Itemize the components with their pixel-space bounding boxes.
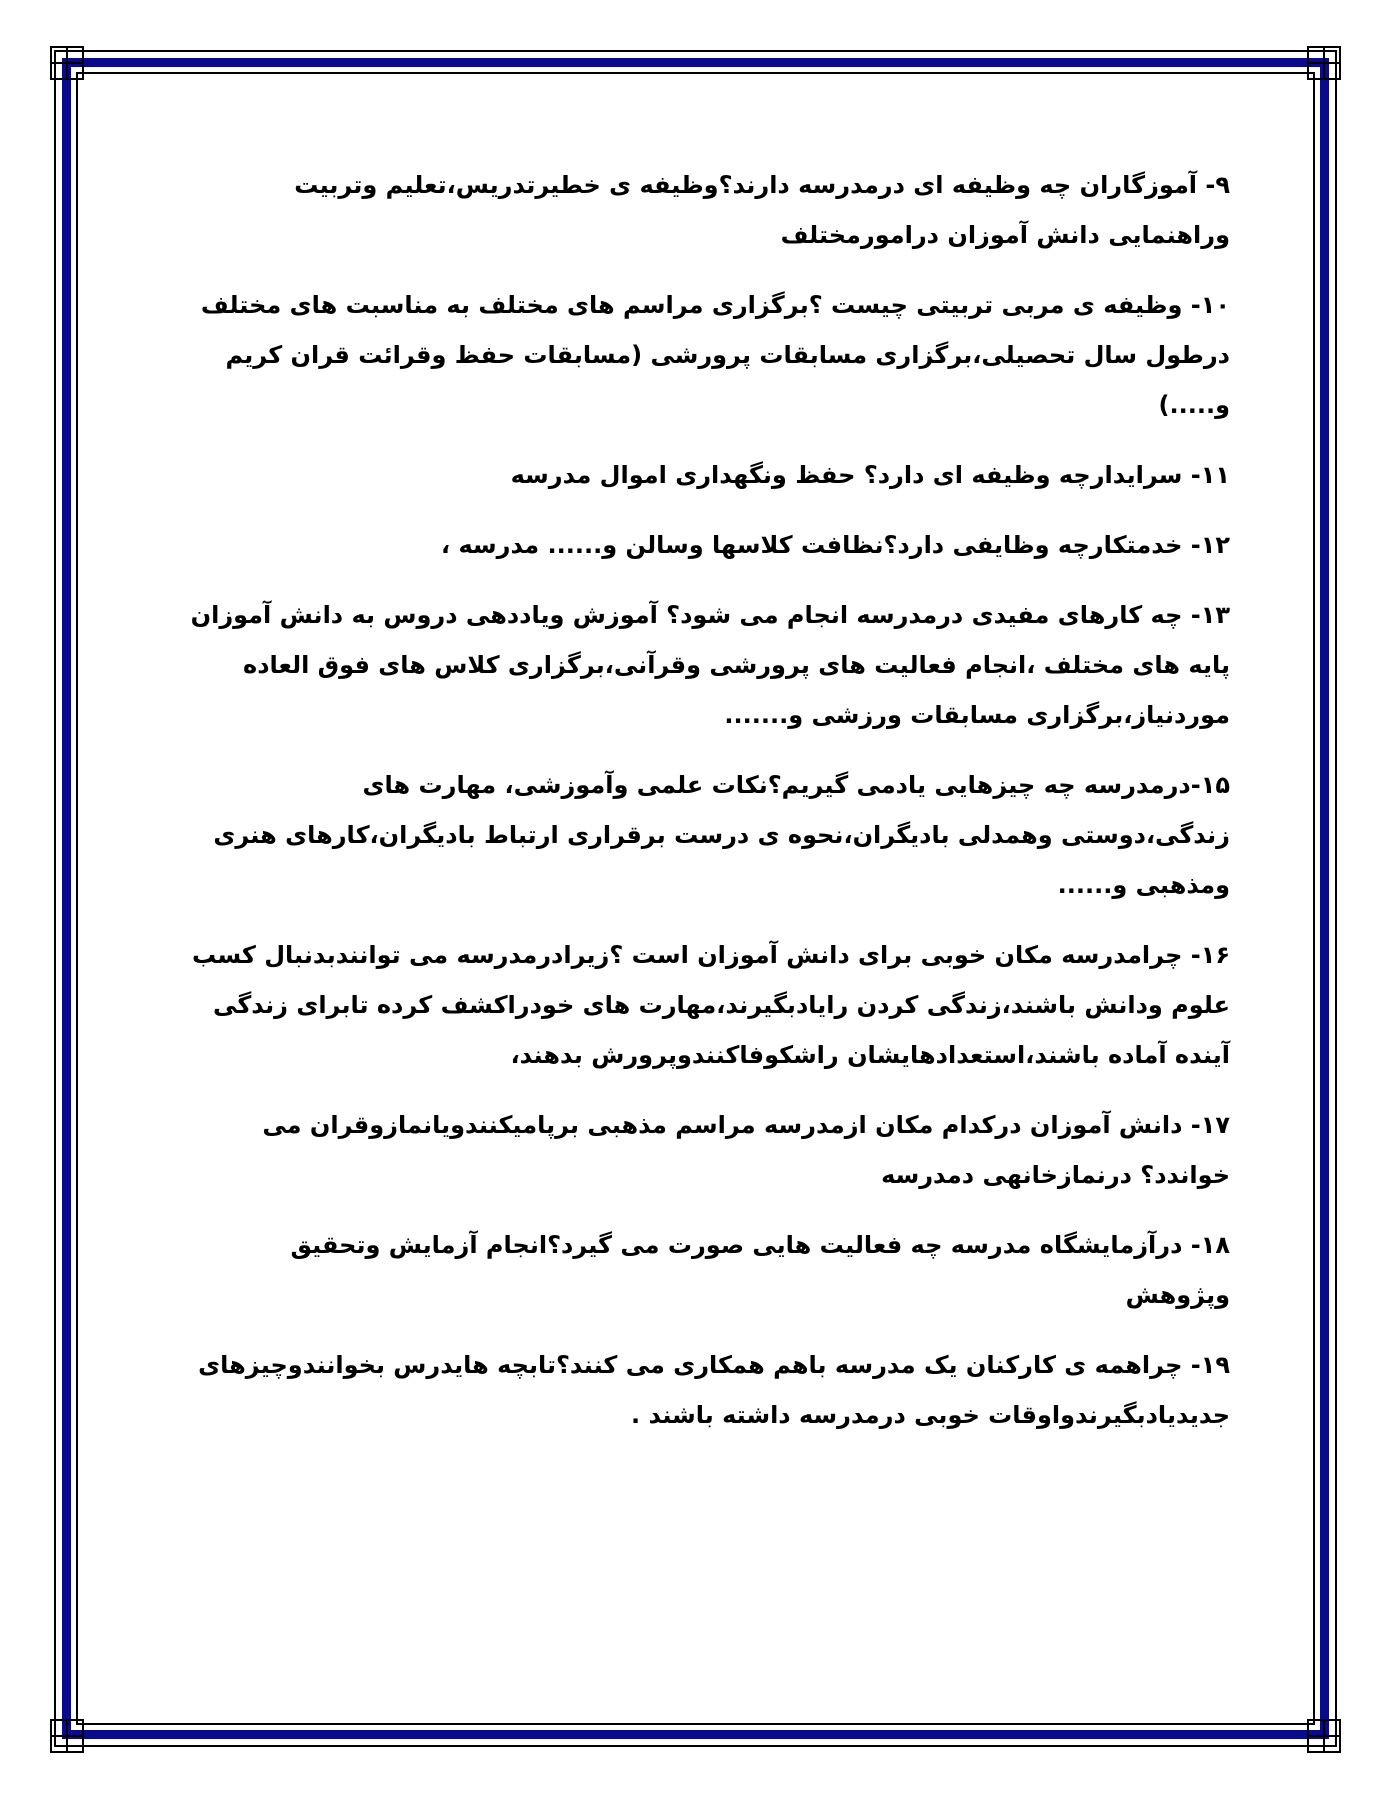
corner-ornament-top-right (1307, 46, 1341, 80)
paragraph-q12: ۱۲- خدمتکارچه وظایفی دارد؟نظافت کلاسها وسالن و...... مدرسه ، (441, 531, 1230, 559)
paragraph-q18: ۱۸- درآزمایشگاه مدرسه چه فعالیت هایی صورت می گیرد؟انجام آزمایش وتحقیق وپژوهش (290, 1231, 1230, 1309)
paragraph-q17: ۱۷- دانش آموزان درکدام مکان ازمدرسه مراسم مذهبی برپامیکنندویانمازوقران می خواندد؟ درنمازخانهی دمدرسه (262, 1111, 1230, 1189)
corner-ornament-top-left (50, 46, 84, 80)
paragraph-q16: ۱۶- چرامدرسه مکان خوبی برای دانش آموزان است ؟زیرادرمدرسه می توانندبدنبال کسب علوم ودانش باشند،زندگی کردن رایادبگیرند،مهارت های خودراکشف کرده تابرای زندگی آینده آماده باشند،استعدادهایشان راشکوفاکنندوپرورش بدهند، (192, 941, 1230, 1069)
corner-ornament-bottom-right (1307, 1719, 1341, 1753)
corner-ornament-bottom-left (50, 1719, 84, 1753)
paragraph-q10: ۱۰- وظیفه ی مربی تربیتی چیست ؟برگزاری مراسم های مختلف به مناسبت های مختلف درطول سال تحصیلی،برگزاری مسابقات پرورشی (مسابقات حفظ وقرائت قران کریم و.....) (200, 291, 1230, 419)
paragraph-q11: ۱۱- سرایدارچه وظیفه ای دارد؟ حفظ ونگهداری اموال مدرسه (510, 461, 1230, 489)
paragraph-q13: ۱۳- چه کارهای مفیدی درمدرسه انجام می شود؟ آموزش ویاددهی دروس به دانش آموزان پایه های مختلف ،انجام فعالیت های پرورشی وقرآنی،برگزاری کلاس های فوق العاده موردنیاز،برگزاری مسابقات ورزشی و....... (190, 601, 1230, 729)
paragraph-q15: ۱۵-درمدرسه چه چیزهایی یادمی گیریم؟نکات علمی وآموزشی، مهارت های زندگی،دوستی وهمدلی بادیگران،نحوه ی درست برقراری ارتباط بادیگران،کارهای هنری ومذهبی و...... (213, 771, 1230, 899)
paragraph-q19: ۱۹- چراهمه ی کارکنان یک مدرسه باهم همکاری می کنند؟تابچه هایدرس بخوانندوچیزهای جدیدیادبگیرندواوقات خوبی درمدرسه داشته باشند . (198, 1351, 1230, 1429)
paragraph-q9: ۹- آموزگاران چه وظیفه ای درمدرسه دارند؟وظیفه ی خطیرتدریس،تعلیم وتربیت وراهنمایی دانش آموزان درامورمختلف (294, 171, 1230, 249)
document-body (190, 160, 1230, 1460)
